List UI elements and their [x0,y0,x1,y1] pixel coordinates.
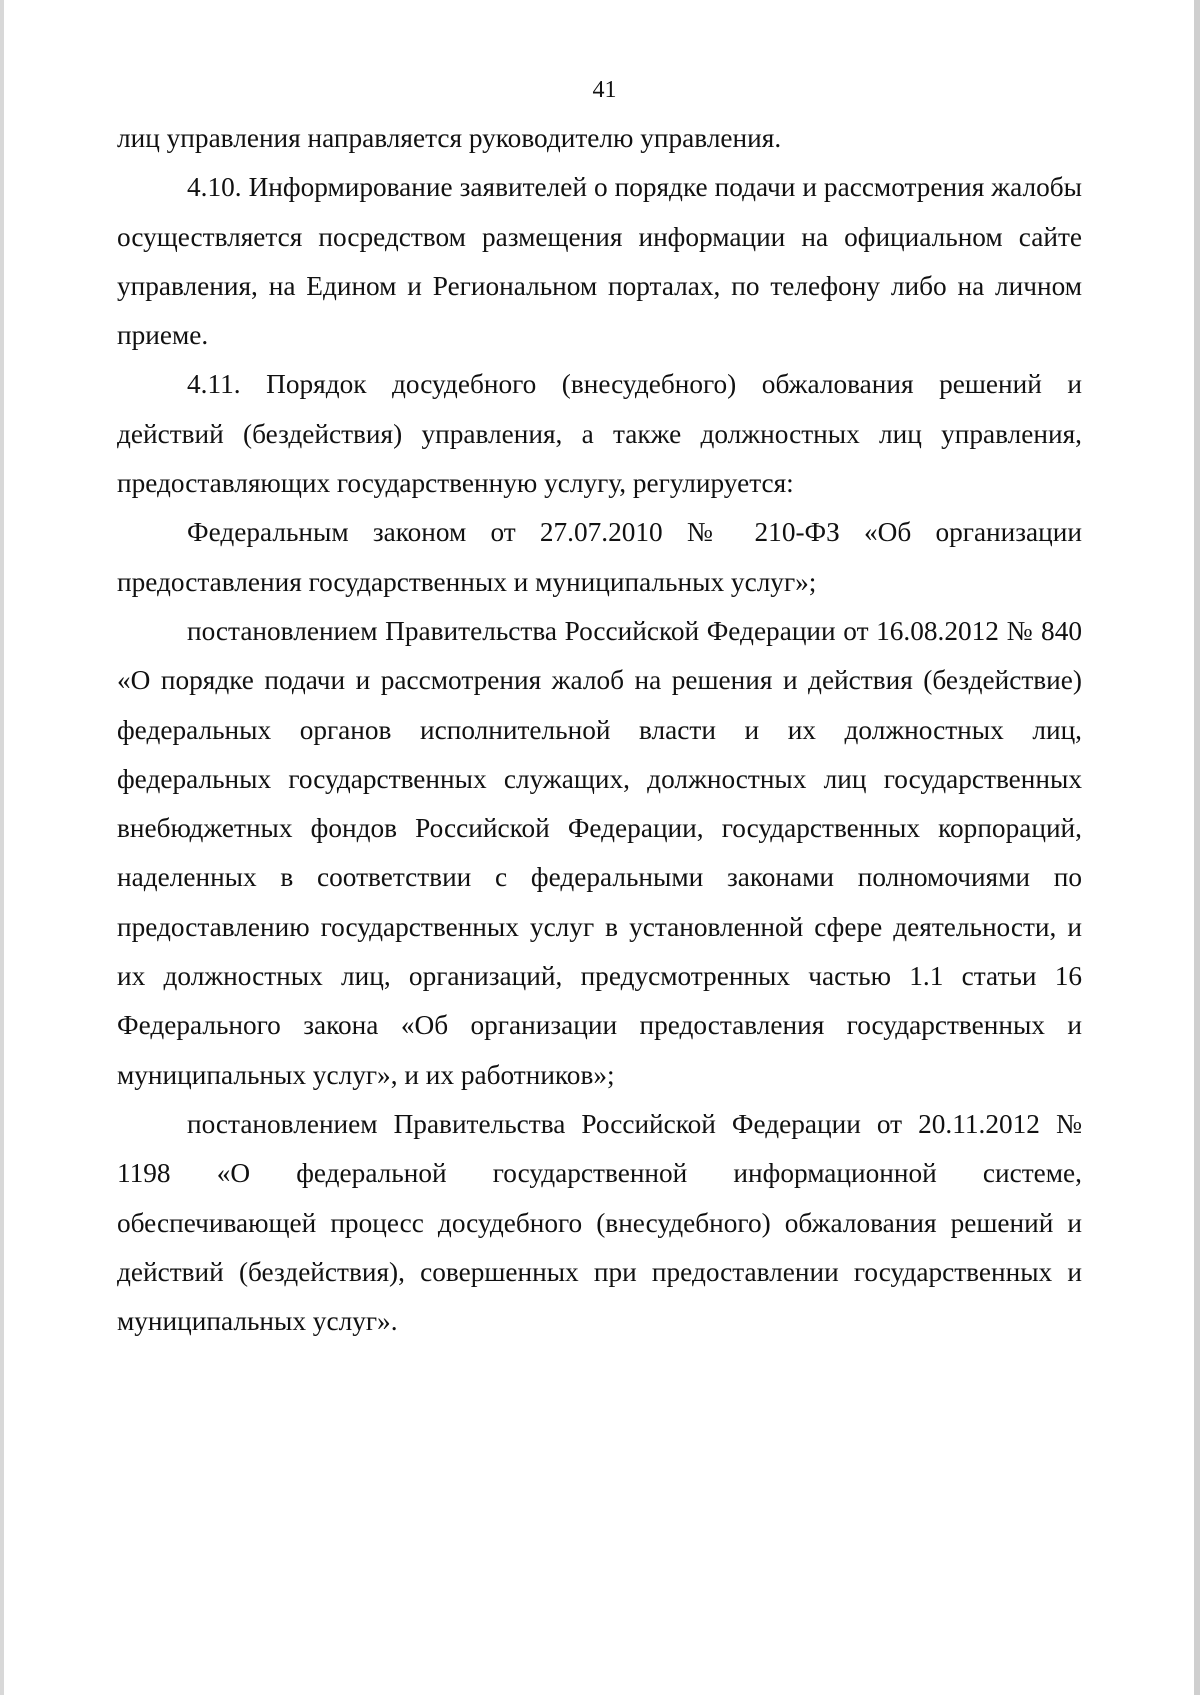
scan-left-edge [0,0,4,1695]
paragraph-continuation: лиц управления направляется руководителю управления. [117,123,782,153]
page-number: 41 [592,77,617,103]
paragraph-4-10: 4.10. Информирование заявителей о порядке подачи и рассмотрения жалобы осуществляется посредством размещения информации на официальном сайте управления, на Едином и Региональном порталах, по телефону либо на личном приеме. [117,172,1082,351]
paragraph-4-11: 4.11. Порядок досудебного (внесудебного) обжалования решений и действий (бездействия) управления, а также должностных лиц управления, предоставляющих государственную услугу, регулируется: [117,369,1082,499]
paragraph-resolution-840: постановлением Правительства Российской Федерации от 16.08.2012 № 840 «О порядке подачи и рассмотрения жалоб на решения и действия (бездействие) федеральных органов исполнительной власти и их должностных лиц, федеральных государственных служащих, должностных лиц государственных внебюджетных фондов Российской Федерации, государственных корпораций, наделенных в соответствии с федеральными законами полномочиями по предоставлению государственных услуг в установленной сфере деятельности, и их должностных лиц, организаций, предусмотренных частью 1.1 статьи 16 Федерального закона «Об организации предоставления государственных и муниципальных услуг», и их работников»; [117,615,1082,1090]
paragraph-resolution-1198: постановлением Правительства Российской Федерации от 20.11.2012 № 1198 «О федеральной государственной информационной системе, обеспечивающей процесс досудебного (внесудебного) обжалования решений и действий (бездействия), совершенных при предоставлении государственных и муниципальных услуг». [117,1108,1082,1337]
paragraph-federal-law: Федеральным законом от 27.07.2010 № 210-ФЗ «Об организации предоставления государственных и муниципальных услуг»; [117,517,1082,597]
scan-right-edge [1194,0,1200,1695]
document-page [117,70,1082,1346]
